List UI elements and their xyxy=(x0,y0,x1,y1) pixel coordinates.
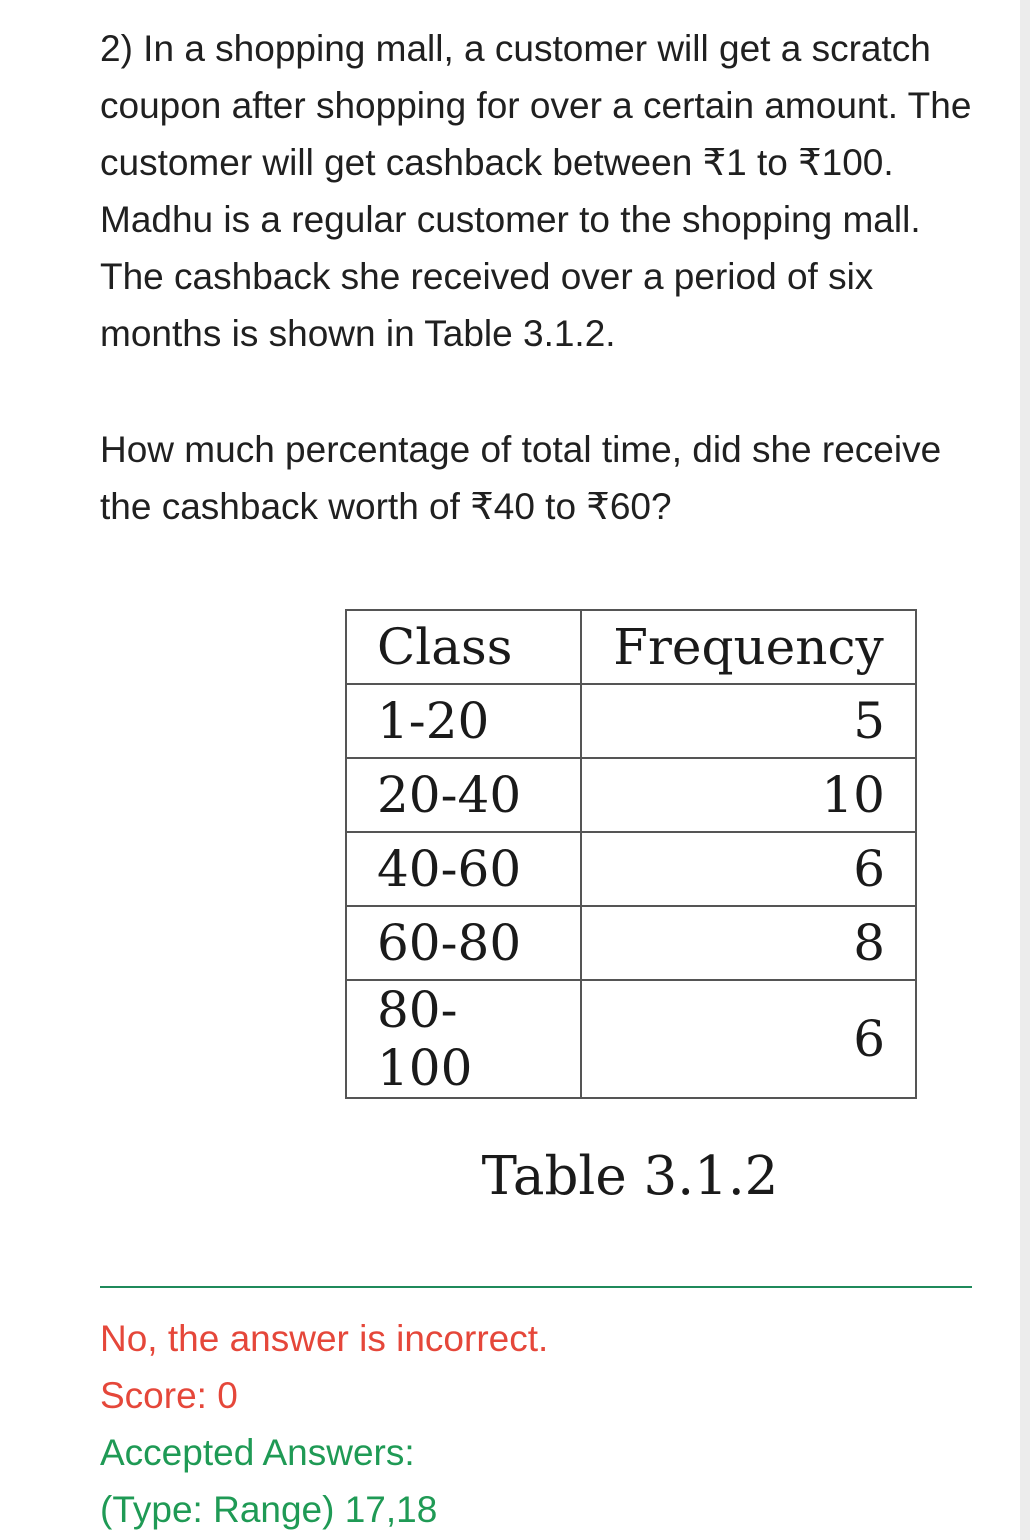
header-class: Class xyxy=(346,610,581,684)
table-row xyxy=(346,832,916,906)
table-caption: Table 3.1.2 xyxy=(481,1146,779,1207)
class-cell: 60-80 xyxy=(346,906,581,980)
page-edge xyxy=(1020,0,1030,1540)
question-text: 2) In a shopping mall, a customer will get a scratch coupon after shopping for over a certain amount. The customer will get cashback between ₹1 to ₹100. Madhu is a regular customer to the shopping mall. The cashback she received over a period of six months is shown in Table 3.1.2. xyxy=(100,28,972,354)
frequency-cell: 5 xyxy=(581,684,916,758)
feedback-divider xyxy=(100,1286,972,1288)
feedback-block xyxy=(100,1310,548,1538)
frequency-table-container xyxy=(345,609,917,1099)
frequency-table xyxy=(345,609,917,1099)
class-cell: 20-40 xyxy=(346,758,581,832)
frequency-cell: 8 xyxy=(581,906,916,980)
frequency-cell: 6 xyxy=(581,832,916,906)
accepted-answers-value: (Type: Range) 17,18 xyxy=(100,1489,438,1530)
header-frequency: Frequency xyxy=(581,610,916,684)
table-row xyxy=(346,758,916,832)
table-row xyxy=(346,906,916,980)
score-text: Score: 0 xyxy=(100,1375,238,1416)
result-message: No, the answer is incorrect. xyxy=(100,1318,549,1359)
class-cell: 80-100 xyxy=(346,980,581,1098)
class-cell: 1-20 xyxy=(346,684,581,758)
table-row xyxy=(346,980,916,1098)
accepted-answers-label: Accepted Answers: xyxy=(100,1432,415,1473)
frequency-cell: 10 xyxy=(581,758,916,832)
sub-question-text: How much percentage of total time, did she receive the cashback worth of ₹40 to ₹60? xyxy=(100,429,942,527)
class-cell: 40-60 xyxy=(346,832,581,906)
table-header-row xyxy=(346,610,916,684)
frequency-cell: 6 xyxy=(581,980,916,1098)
table-row xyxy=(346,684,916,758)
